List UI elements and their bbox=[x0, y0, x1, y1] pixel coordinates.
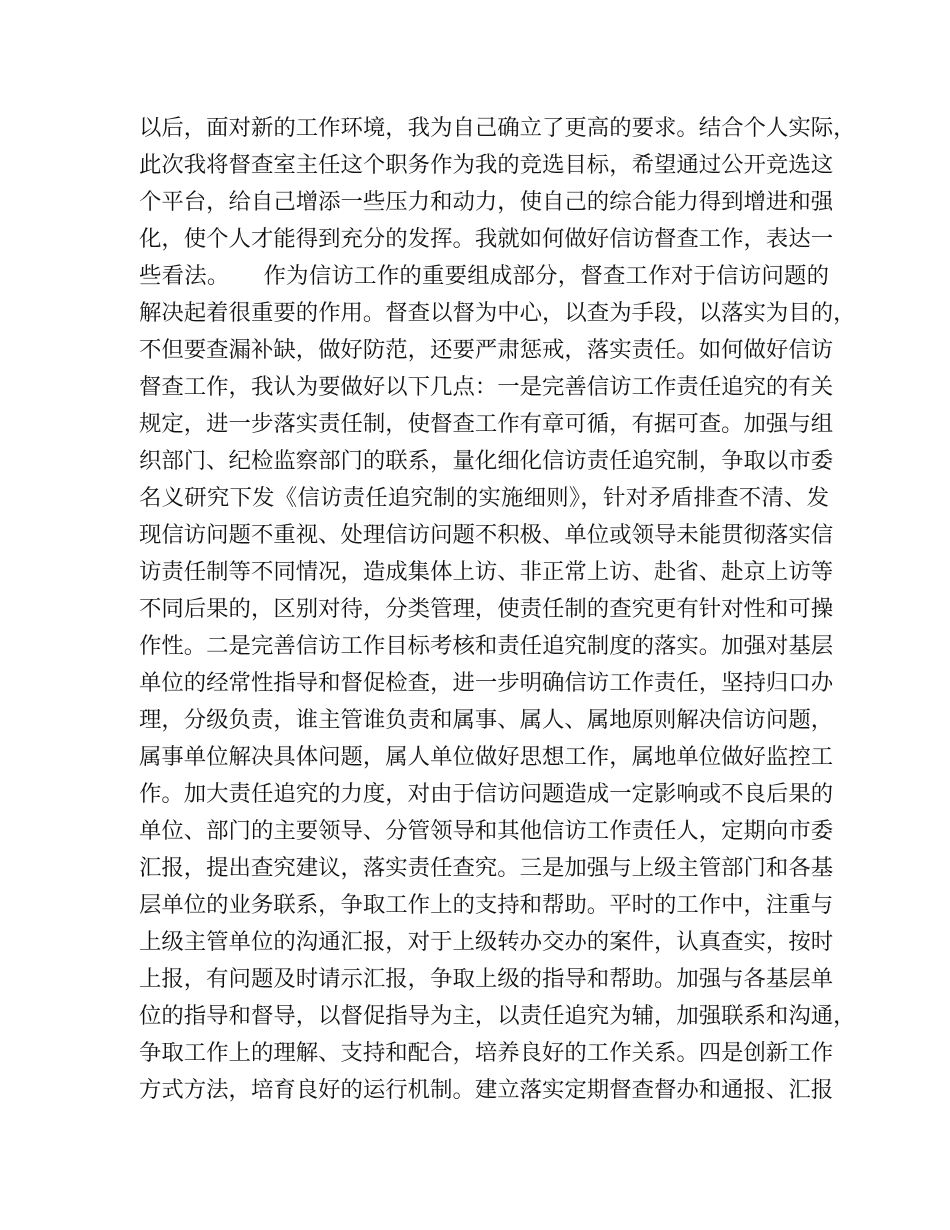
text-line: 单位、部门的主要领导、分管领导和其他信访工作责任人，定期向市委 bbox=[139, 818, 834, 844]
text-line: 规定，进一步落实责任制，使督查工作有章可循，有据可查。加强与组 bbox=[139, 411, 834, 437]
body-text bbox=[139, 110, 856, 1109]
text-line: 属事单位解决具体问题，属人单位做好思想工作，属地单位做好监控工 bbox=[139, 744, 834, 770]
text-line: 些看法。 作为信访工作的重要组成部分，督查工作对于信访问题的 bbox=[139, 263, 829, 289]
text-line: 此次我将督查室主任这个职务作为我的竞选目标，希望通过公开竞选这 bbox=[139, 152, 834, 178]
text-line: 上级主管单位的沟通汇报，对于上级转办交办的案件，认真查实，按时 bbox=[139, 929, 834, 955]
text-line: 方式方法，培育良好的运行机制。建立落实定期督查督办和通报、汇报 bbox=[139, 1077, 834, 1103]
text-line: 督查工作，我认为要做好以下几点：一是完善信访工作责任追究的有关 bbox=[139, 374, 834, 400]
text-line: 现信访问题不重视、处理信访问题不积极、单位或领导未能贯彻落实信 bbox=[139, 522, 834, 548]
text-line: 访责任制等不同情况，造成集体上访、非正常上访、赴省、赴京上访等 bbox=[139, 559, 834, 585]
text-line: 理，分级负责，谁主管谁负责和属事、属人、属地原则解决信访问题， bbox=[139, 707, 834, 733]
text-line: 作性。二是完善信访工作目标考核和责任追究制度的落实。加强对基层 bbox=[139, 633, 834, 659]
text-line: 汇报，提出查究建议，落实责任查究。三是加强与上级主管部门和各基 bbox=[139, 855, 834, 881]
text-line: 上报，有问题及时请示汇报，争取上级的指导和帮助。加强与各基层单 bbox=[139, 966, 834, 992]
text-line: 不同后果的，区别对待，分类管理，使责任制的查究更有针对性和可操 bbox=[139, 596, 834, 622]
text-line: 争取工作上的理解、支持和配合，培养良好的工作关系。四是创新工作 bbox=[139, 1040, 834, 1066]
text-line: 个平台，给自己增添一些压力和动力，使自己的综合能力得到增进和强 bbox=[139, 189, 834, 215]
text-line: 名义研究下发《信访责任追究制的实施细则》，针对矛盾排查不清、发 bbox=[139, 485, 829, 511]
text-line: 层单位的业务联系，争取工作上的支持和帮助。平时的工作中，注重与 bbox=[139, 892, 834, 918]
text-line: 化，使个人才能得到充分的发挥。我就如何做好信访督查工作，表达一 bbox=[139, 226, 834, 252]
text-line: 织部门、纪检监察部门的联系，量化细化信访责任追究制，争取以市委 bbox=[139, 448, 834, 474]
text-line: 单位的经常性指导和督促检查，进一步明确信访工作责任，坚持归口办 bbox=[139, 670, 834, 696]
text-line: 以后，面对新的工作环境，我为自己确立了更高的要求。结合个人实际， bbox=[139, 115, 856, 141]
text-line: 不但要查漏补缺，做好防范，还要严肃惩戒，落实责任。如何做好信访 bbox=[139, 337, 834, 363]
text-line: 解决起着很重要的作用。督查以督为中心，以查为手段，以落实为目的， bbox=[139, 300, 856, 326]
text-line: 作。加大责任追究的力度，对由于信访问题造成一定影响或不良后果的 bbox=[139, 781, 834, 807]
text-line: 位的指导和督导，以督促指导为主，以责任追究为辅，加强联系和沟通， bbox=[139, 1003, 856, 1029]
